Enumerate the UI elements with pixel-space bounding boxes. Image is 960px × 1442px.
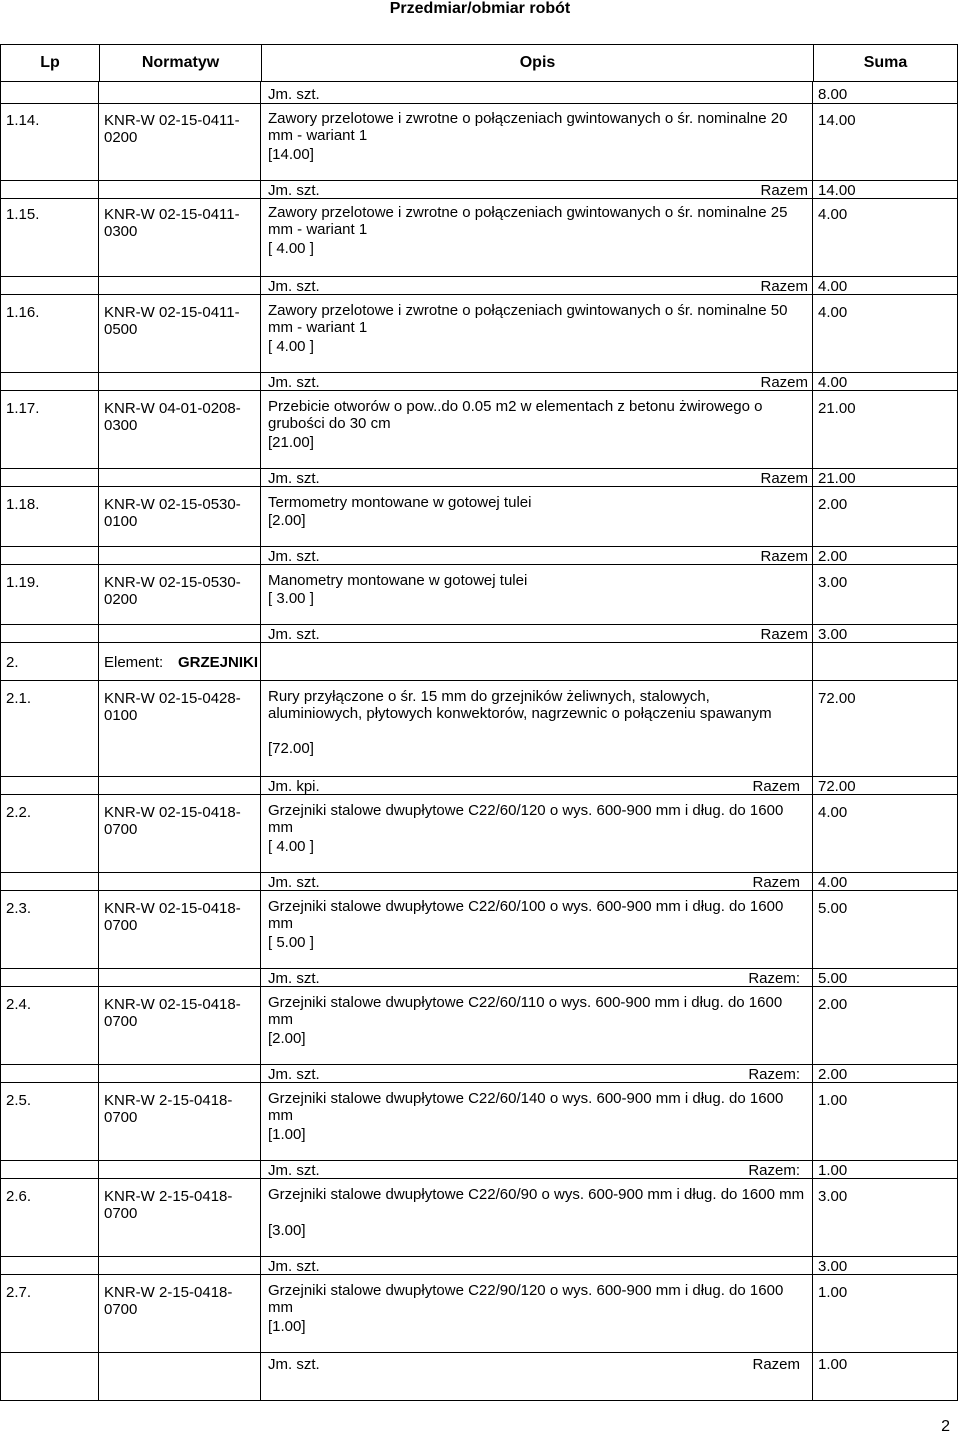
row-razem-label: Razem [760,374,808,391]
row-razem-value: 3.00 [818,1258,848,1275]
row-normatyw: KNR-W 2-15-0418-0700 [104,1092,233,1126]
row-unit: Jm. szt. [268,1258,320,1275]
row-opis: Grzejniki stalowe dwupłytowe C22/60/120 o wys. 600-900 mm i dług. do 1600 mm [268,802,784,836]
row-divider [0,198,958,199]
unit-value: 8.00 [818,86,848,103]
table-bottom [0,1400,958,1401]
row-unit: Jm. szt. [268,548,320,565]
row-razem-value: 2.00 [818,1066,848,1083]
row-divider [0,776,958,777]
row-normatyw: KNR-W 02-15-0418-0700 [104,804,241,838]
row-suma: 14.00 [818,112,856,129]
row-razem-value: 1.00 [818,1162,848,1179]
row-unit: Jm. szt. [268,874,320,891]
row-divider [0,372,958,373]
row-razem-label: Razem [752,778,800,795]
row-lp: 2.2. [6,804,32,821]
row-calc: [ 4.00 ] [268,338,314,355]
row-calc: [ 4.00 ] [268,240,314,257]
row-normatyw: KNR-W 02-15-0418-0700 [104,996,241,1030]
table-header [0,44,958,82]
row-opis: Rury przyłączone o śr. 15 mm do grzejników żeliwnych, stalowych, aluminiowych, płytowych konwektorów, nagrzewnic o połączeniu spawanym [268,688,772,722]
row-divider [0,1352,958,1353]
row-razem-value: 4.00 [818,874,848,891]
row-divider [0,103,958,104]
row-razem-value: 14.00 [818,182,856,199]
row-suma: 1.00 [818,1284,848,1301]
row-unit: Jm. szt. [268,970,320,987]
row-divider [0,390,958,391]
row-normatyw: KNR-W 02-15-0530-0200 [104,574,241,608]
row-opis: Termometry montowane w gotowej tulei [268,494,532,511]
row-divider [0,468,958,469]
row-lp: 2.1. [6,690,32,707]
row-opis: Przebicie otworów o pow..do 0.05 m2 w elementach z betonu żwirowego o grubości do 30 cm [268,398,763,432]
row-normatyw: KNR-W 02-15-0418-0700 [104,900,241,934]
row-suma: 2.00 [818,496,848,513]
row-calc: [72.00] [268,740,314,757]
row-divider [0,680,958,681]
row-opis: Zawory przelotowe i zwrotne o połączeniach gwintowanych o śr. nominalne 20 mm - wariant 1 [268,110,788,144]
row-divider [0,276,958,277]
row-suma: 5.00 [818,900,848,917]
row-suma: 4.00 [818,304,848,321]
element-label: Element: [104,654,164,671]
row-razem-label: Razem [760,626,808,643]
grid-line [0,82,1,1400]
row-razem-label: Razem [752,1356,800,1373]
row-razem-label: Razem: [748,970,800,987]
row-normatyw: KNR-W 02-15-0411-0500 [104,304,240,338]
row-suma: 72.00 [818,690,856,707]
row-lp: 1.19. [6,574,40,591]
row-divider [0,968,958,969]
row-unit: Jm. szt. [268,374,320,391]
row-divider [0,180,958,181]
row-suma: 2.00 [818,996,848,1013]
header-opis: Opis [519,54,556,71]
row-razem-value: 4.00 [818,278,848,295]
row-opis: Grzejniki stalowe dwupłytowe C22/60/110 o wys. 600-900 mm i dług. do 1600 mm [268,994,783,1028]
row-lp: 1.14. [6,112,40,129]
row-normatyw: KNR-W 02-15-0530-0100 [104,496,241,530]
row-suma: 3.00 [818,1188,848,1205]
row-lp: 1.16. [6,304,40,321]
row-divider [0,1274,958,1275]
row-razem-label: Razem: [748,1162,800,1179]
row-unit: Jm. szt. [268,1162,320,1179]
row-divider [0,624,958,625]
row-lp: 1.17. [6,400,40,417]
row-calc: [1.00] [268,1318,306,1335]
row-opis: Zawory przelotowe i zwrotne o połączeniach gwintowanych o śr. nominalne 50 mm - wariant 1 [268,302,788,336]
row-normatyw: KNR-W 2-15-0418-0700 [104,1284,233,1318]
row-divider [0,890,958,891]
element-name: GRZEJNIKI [178,654,259,671]
row-razem-value: 2.00 [818,548,848,565]
element-number: 2. [6,654,19,671]
row-unit: Jm. szt. [268,1356,320,1373]
row-lp: 1.18. [6,496,40,513]
row-divider [0,1160,958,1161]
row-razem-label: Razem: [748,1066,800,1083]
row-unit: Jm. szt. [268,1066,320,1083]
header-suma: Suma [863,54,908,71]
row-razem-value: 1.00 [818,1356,848,1373]
row-calc: [14.00] [268,146,314,163]
row-calc: [2.00] [268,512,306,529]
row-divider [0,486,958,487]
row-normatyw: KNR-W 02-15-0411-0200 [104,112,240,146]
page-title: Przedmiar/obmiar robót [389,0,571,17]
row-lp: 2.4. [6,996,32,1013]
row-divider [0,872,958,873]
row-opis: Grzejniki stalowe dwupłytowe C22/60/90 o wys. 600-900 mm i dług. do 1600 mm [268,1186,805,1203]
row-razem-label: Razem [760,182,808,199]
row-unit: Jm. szt. [268,182,320,199]
row-suma: 3.00 [818,574,848,591]
row-divider [0,1178,958,1179]
header-normatyw: Normatyw [141,54,220,71]
row-divider [0,1082,958,1083]
row-divider [0,642,958,643]
grid-line [812,82,813,1400]
row-lp: 2.6. [6,1188,32,1205]
row-suma: 4.00 [818,206,848,223]
row-unit: Jm. szt. [268,470,320,487]
row-unit: Jm. kpi. [268,778,320,795]
row-divider [0,986,958,987]
row-calc: [1.00] [268,1126,306,1143]
row-opis: Zawory przelotowe i zwrotne o połączeniach gwintowanych o śr. nominalne 25 mm - wariant 1 [268,204,788,238]
row-suma: 1.00 [818,1092,848,1109]
row-calc: [ 3.00 ] [268,590,314,607]
row-lp: 2.5. [6,1092,32,1109]
row-opis: Grzejniki stalowe dwupłytowe C22/60/100 o wys. 600-900 mm i dług. do 1600 mm [268,898,784,932]
row-divider [0,294,958,295]
row-unit: Jm. szt. [268,278,320,295]
row-normatyw: KNR-W 2-15-0418-0700 [104,1188,233,1222]
grid-line [98,82,99,1400]
row-lp: 2.3. [6,900,32,917]
row-divider [0,1256,958,1257]
row-normatyw: KNR-W 04-01-0208-0300 [104,400,241,434]
row-normatyw: KNR-W 02-15-0428-0100 [104,690,241,724]
row-razem-value: 21.00 [818,470,856,487]
row-divider [0,546,958,547]
row-opis: Grzejniki stalowe dwupłytowe C22/90/120 o wys. 600-900 mm i dług. do 1600 mm [268,1282,784,1316]
row-lp: 2.7. [6,1284,32,1301]
row-calc: [ 5.00 ] [268,934,314,951]
row-razem-label: Razem [752,874,800,891]
header-lp: Lp [40,54,60,71]
row-calc: [ 4.00 ] [268,838,314,855]
row-normatyw: KNR-W 02-15-0411-0300 [104,206,240,240]
grid-line [957,82,958,1400]
row-lp: 1.15. [6,206,40,223]
row-opis: Grzejniki stalowe dwupłytowe C22/60/140 o wys. 600-900 mm i dług. do 1600 mm [268,1090,784,1124]
grid-line [260,82,261,1400]
row-razem-value: 4.00 [818,374,848,391]
row-suma: 4.00 [818,804,848,821]
row-calc: [3.00] [268,1222,306,1239]
row-opis: Manometry montowane w gotowej tulei [268,572,528,589]
page-number: 2 [941,1418,950,1435]
row-divider [0,794,958,795]
row-razem-value: 3.00 [818,626,848,643]
row-razem-label: Razem [760,548,808,565]
row-razem-value: 5.00 [818,970,848,987]
row-razem-value: 72.00 [818,778,856,795]
row-divider [0,564,958,565]
row-calc: [21.00] [268,434,314,451]
row-razem-label: Razem [760,278,808,295]
row-divider [0,1064,958,1065]
row-unit: Jm. szt. [268,626,320,643]
row-suma: 21.00 [818,400,856,417]
row-razem-label: Razem [760,470,808,487]
row-calc: [2.00] [268,1030,306,1047]
unit-label: Jm. szt. [268,86,320,103]
